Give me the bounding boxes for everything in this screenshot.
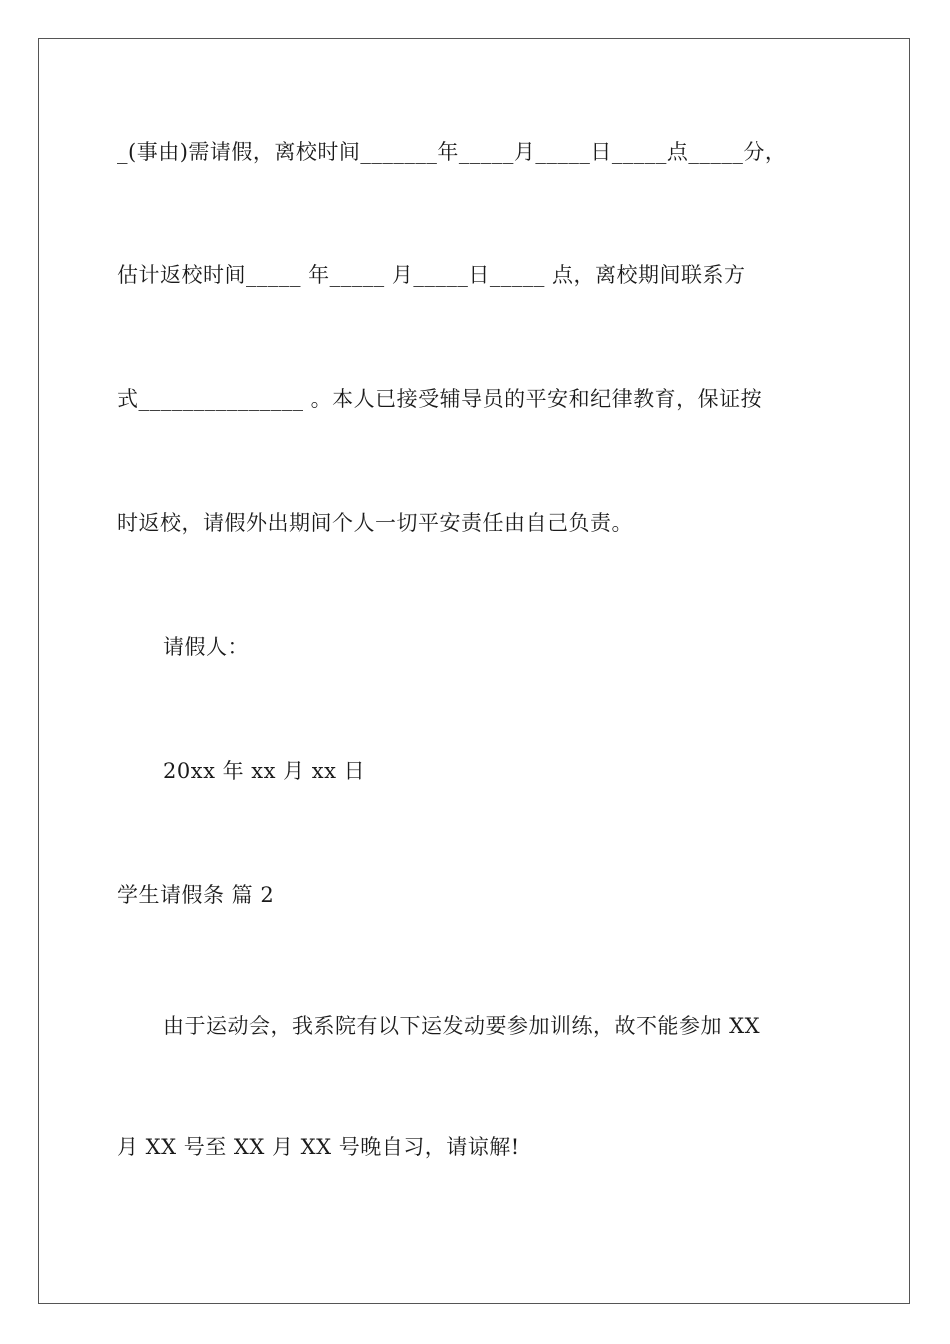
date-line: 20xx 年 xx 月 xx 日 [163,759,366,783]
paragraph1-line3: 式_______________ 。本人已接受辅导员的平安和纪律教育，保证按 [117,387,763,411]
paragraph1-line2: 估计返校时间_____ 年_____ 月_____日_____ 点，离校期间联系方 [117,263,746,287]
paragraph1-line4: 时返校，请假外出期间个人一切平安责任由自己负责。 [117,511,633,535]
section-heading: 学生请假条 篇 2 [117,883,275,907]
paragraph2-line1: 由于运动会，我系院有以下运发动要参加训练，故不能参加 XX [163,1014,761,1038]
paragraph2-line2: 月 XX 号至 XX 月 XX 号晚自习，请谅解! [117,1135,520,1159]
signature-label: 请假人： [163,635,249,659]
page-frame [38,38,910,1304]
paragraph1-line1: _(事由)需请假，离校时间_______年_____月_____日_____点_____分， [117,140,787,164]
